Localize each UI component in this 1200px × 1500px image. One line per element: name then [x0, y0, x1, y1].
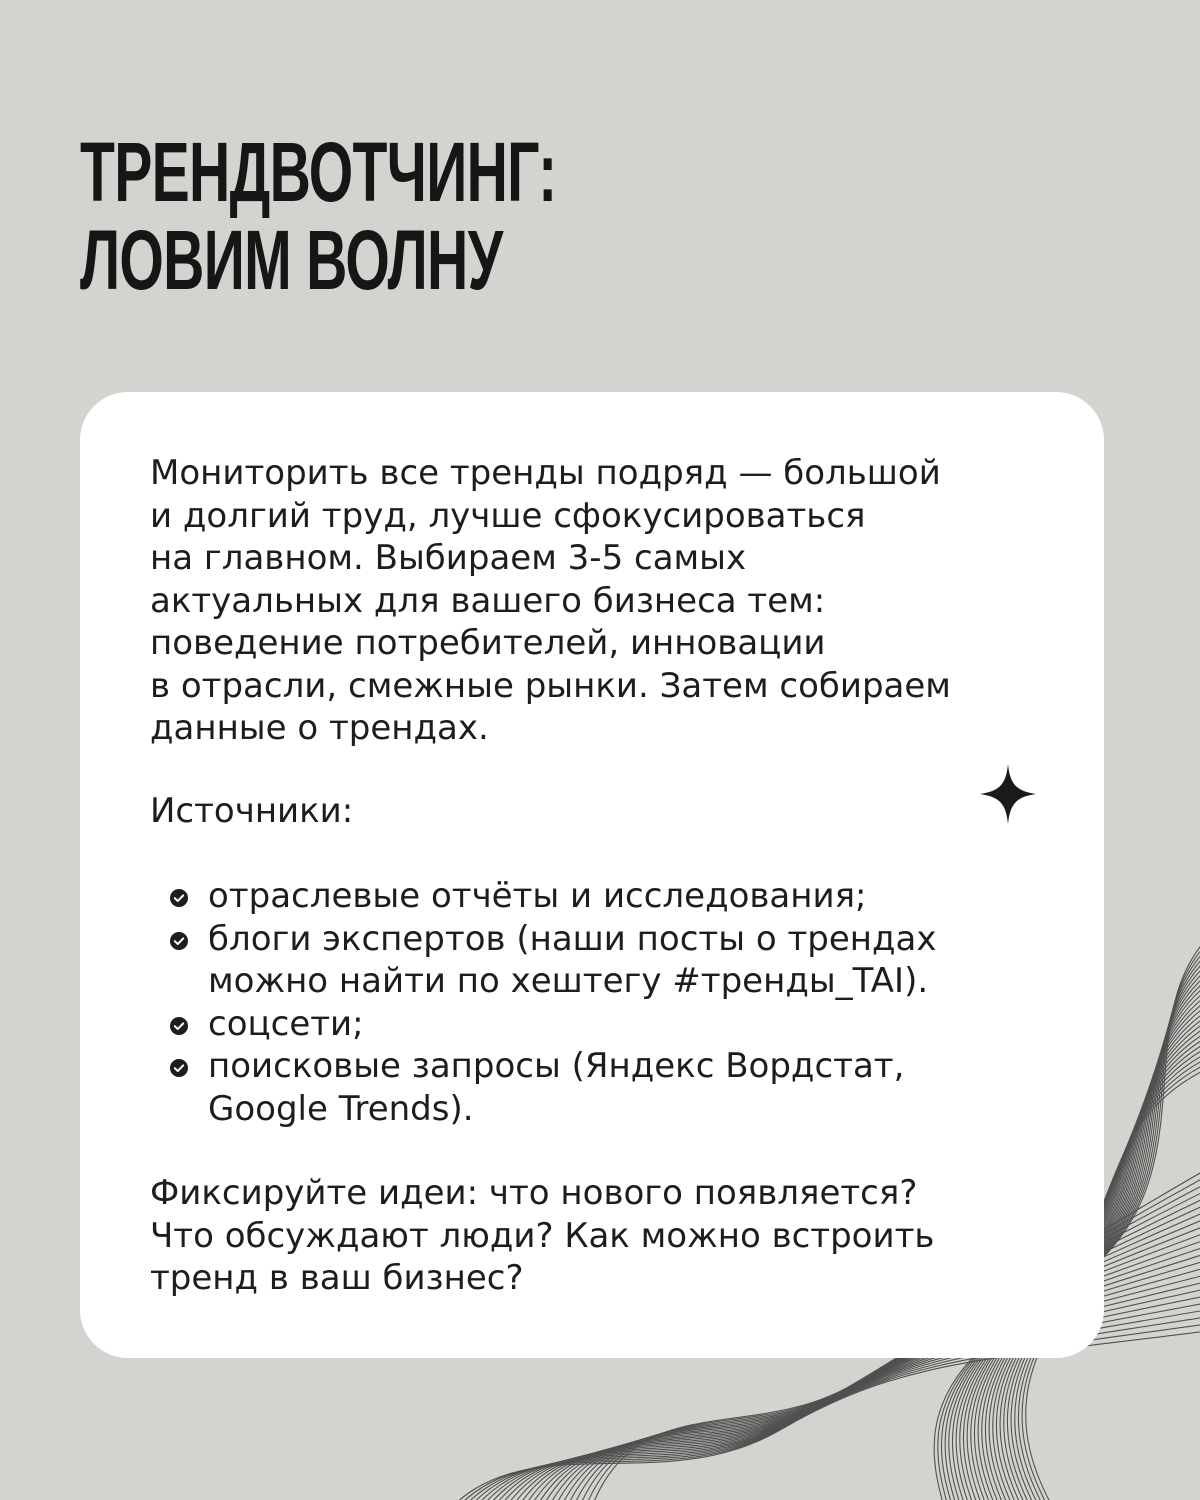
title-line-1: ТРЕНДВОТЧИНГ:: [80, 125, 557, 219]
list-item: [170, 1003, 936, 1046]
list-item-text: Google Trends).: [208, 1088, 474, 1129]
title-line-2: ЛОВИМ ВОЛНУ: [80, 213, 503, 307]
intro-line: на главном. Выбираем 3-5 самых: [150, 538, 747, 578]
outro-paragraph: [150, 1172, 934, 1300]
check-circle-icon: [170, 1017, 188, 1035]
list-item: [170, 918, 936, 1003]
list-item-text: можно найти по хештегу #тренды_TAI).: [208, 961, 929, 1001]
check-circle-icon: [170, 1059, 188, 1077]
intro-line: актуальных для вашего бизнеса тем:: [150, 580, 826, 621]
list-item-text: отраслевые отчёты и исследования;: [208, 876, 867, 916]
intro-line: Мониторить все тренды подряд — большой: [150, 453, 941, 493]
outro-line: тренд в ваш бизнес?: [150, 1258, 524, 1298]
outro-line: Что обсуждают люди? Как можно встроить: [150, 1215, 935, 1256]
intro-line: данные о трендах.: [150, 708, 489, 748]
list-item-text: поисковые запросы (Яндекс Вордстат,: [208, 1046, 905, 1086]
check-circle-icon: [170, 889, 188, 907]
sources-label: Источники:: [150, 791, 354, 831]
sparkle-icon: [980, 764, 1036, 824]
sources-list: [170, 875, 936, 1130]
list-item-text: соцсети;: [208, 1003, 364, 1044]
list-item-text: блоги экспертов (наши посты о трендах: [208, 918, 937, 959]
page-title: [80, 125, 557, 307]
intro-line: поведение потребителей, инновации: [150, 623, 826, 663]
intro-line: в отрасли, смежные рынки. Затем собираем: [150, 665, 951, 706]
outro-line: Фиксируйте идеи: что нового появляется?: [150, 1173, 918, 1213]
check-circle-icon: [170, 932, 188, 950]
list-item: [170, 1045, 936, 1130]
list-item: [170, 875, 936, 918]
intro-paragraph: [150, 452, 951, 750]
intro-line: и долгий труд, лучше сфокусироваться: [150, 495, 866, 536]
